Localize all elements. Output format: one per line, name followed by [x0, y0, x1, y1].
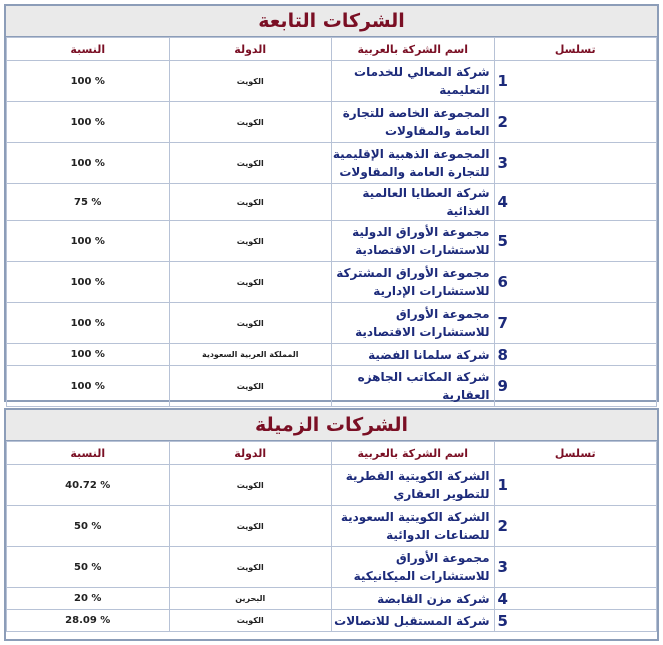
row-company-name: مجموعة الأوراق للاستشارات الميكانيكية — [332, 547, 495, 588]
table-row — [7, 366, 657, 407]
row-country: الكويت — [169, 221, 332, 262]
row-company-name: المجموعة الذهبية الإقليمية للتجارة العامة والمقاولات — [332, 143, 495, 184]
row-company-name: شركة المكاتب الجاهزه العقارية — [332, 366, 495, 407]
table-row — [7, 506, 657, 547]
header-country: الدولة — [169, 442, 332, 465]
row-seq: 1 — [494, 61, 657, 102]
row-country: المملكة العربية السعودية — [169, 344, 332, 366]
associates-table — [6, 441, 657, 632]
row-company-name: شركة المستقبل للاتصالات — [332, 610, 495, 632]
row-country: الكويت — [169, 184, 332, 221]
row-percentage: 20 % — [7, 588, 170, 610]
row-seq: 6 — [494, 262, 657, 303]
header-pct: النسبة — [7, 442, 170, 465]
row-country: الكويت — [169, 303, 332, 344]
row-percentage: 100 % — [7, 221, 170, 262]
table-row — [7, 547, 657, 588]
row-seq: 3 — [494, 547, 657, 588]
row-company-name: مجموعة الأوراق الدولية للاستشارات الاقتصادية — [332, 221, 495, 262]
row-company-name: مجموعة الأوراق المشتركة للاستشارات الإدارية — [332, 262, 495, 303]
table-row — [7, 262, 657, 303]
row-percentage: 100 % — [7, 143, 170, 184]
row-seq: 3 — [494, 143, 657, 184]
row-seq: 1 — [494, 465, 657, 506]
header-pct: النسبة — [7, 38, 170, 61]
row-seq: 4 — [494, 588, 657, 610]
header-country: الدولة — [169, 38, 332, 61]
row-percentage: 40.72 % — [7, 465, 170, 506]
row-seq: 5 — [494, 221, 657, 262]
table-header-row — [7, 442, 657, 465]
table-row — [7, 344, 657, 366]
row-percentage: 100 % — [7, 102, 170, 143]
table-row — [7, 303, 657, 344]
row-country: الكويت — [169, 506, 332, 547]
header-seq: تسلسل — [494, 442, 657, 465]
row-seq: 7 — [494, 303, 657, 344]
row-seq: 9 — [494, 366, 657, 407]
row-seq: 2 — [494, 506, 657, 547]
row-percentage: 100 % — [7, 262, 170, 303]
row-percentage: 100 % — [7, 61, 170, 102]
row-country: الكويت — [169, 610, 332, 632]
row-company-name: الشركة الكويتية القطرية للتطوير العقاري — [332, 465, 495, 506]
row-seq: 5 — [494, 610, 657, 632]
header-name: اسم الشركة بالعربية — [332, 442, 495, 465]
table-row — [7, 588, 657, 610]
subsidiaries-title: الشركات التابعة — [6, 6, 657, 37]
row-percentage: 100 % — [7, 303, 170, 344]
associates-panel — [4, 408, 659, 641]
associates-title: الشركات الزميلة — [6, 410, 657, 441]
row-percentage: 28.09 % — [7, 610, 170, 632]
row-seq: 8 — [494, 344, 657, 366]
row-percentage: 50 % — [7, 547, 170, 588]
row-country: الكويت — [169, 366, 332, 407]
row-company-name: شركة سلمانا الفضية — [332, 344, 495, 366]
table-row — [7, 184, 657, 221]
table-header-row — [7, 38, 657, 61]
table-row — [7, 61, 657, 102]
table-row — [7, 465, 657, 506]
table-row — [7, 221, 657, 262]
row-company-name: مجموعة الأوراق للاستشارات الاقتصادية — [332, 303, 495, 344]
row-seq: 4 — [494, 184, 657, 221]
row-country: الكويت — [169, 465, 332, 506]
row-country: الكويت — [169, 61, 332, 102]
table-row — [7, 102, 657, 143]
header-name: اسم الشركة بالعربية — [332, 38, 495, 61]
row-company-name: شركة العطايا العالمية الغذائية — [332, 184, 495, 221]
subsidiaries-table — [6, 37, 657, 407]
row-company-name: الشركة الكويتية السعودية للصناعات الدوائية — [332, 506, 495, 547]
subsidiaries-panel — [4, 4, 659, 402]
row-percentage: 100 % — [7, 366, 170, 407]
row-country: البحرين — [169, 588, 332, 610]
row-percentage: 50 % — [7, 506, 170, 547]
row-percentage: 100 % — [7, 344, 170, 366]
row-company-name: شركة المعالي للخدمات التعليمية — [332, 61, 495, 102]
row-seq: 2 — [494, 102, 657, 143]
header-seq: تسلسل — [494, 38, 657, 61]
row-country: الكويت — [169, 143, 332, 184]
row-percentage: 75 % — [7, 184, 170, 221]
row-country: الكويت — [169, 547, 332, 588]
row-country: الكويت — [169, 262, 332, 303]
table-row — [7, 610, 657, 632]
table-row — [7, 143, 657, 184]
row-company-name: المجموعة الخاصة للتجارة العامة والمقاولات — [332, 102, 495, 143]
row-country: الكويت — [169, 102, 332, 143]
row-company-name: شركة مزن القابضة — [332, 588, 495, 610]
